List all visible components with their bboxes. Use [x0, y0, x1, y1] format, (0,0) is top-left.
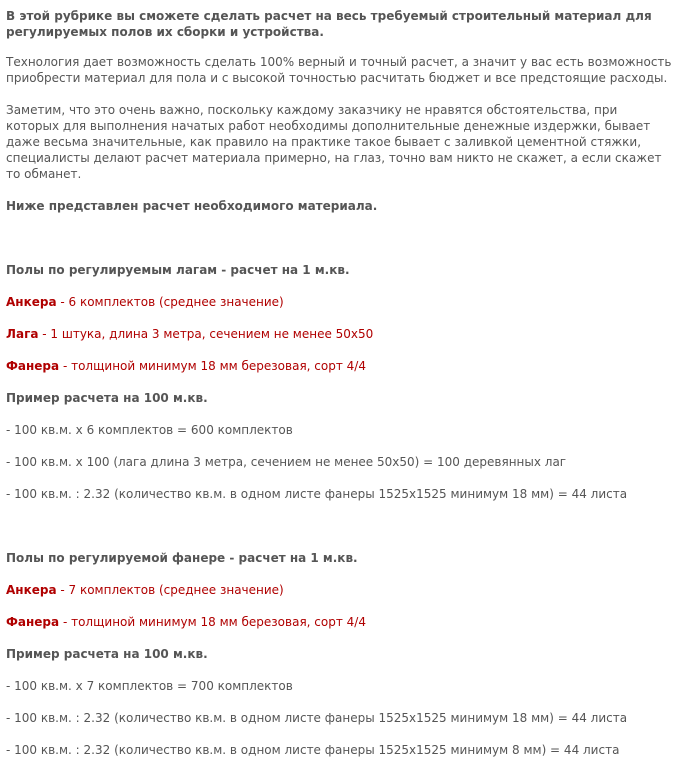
section1-example-line-1: - 100 кв.м. х 6 комплектов = 600 комплектов — [6, 423, 293, 437]
item-text: - 1 штука, длина 3 метра, сечением не менее 50х50 — [38, 327, 374, 341]
section2-item-anchors — [6, 582, 674, 598]
section1-example-title: Пример расчета на 100 м.кв. — [6, 391, 208, 405]
section2-item-plywood — [6, 614, 674, 630]
item-name: Анкера — [6, 583, 57, 597]
section2-example-title: Пример расчета на 100 м.кв. — [6, 647, 208, 661]
article-content — [6, 8, 674, 758]
item-name: Фанера — [6, 615, 60, 629]
item-name: Лага — [6, 327, 39, 341]
section2-example-line-1: - 100 кв.м. х 7 комплектов = 700 комплектов — [6, 679, 293, 693]
intro-heading: В этой рубрике вы сможете сделать расчет на весь требуемый строительный материал для регулируемых полов их сборки и устройства. — [6, 9, 652, 39]
section2-example-line-2: - 100 кв.м. : 2.32 (количество кв.м. в одном листе фанеры 1525х1525 минимум 18 мм) = 44 листа — [6, 711, 628, 725]
item-text: - 6 комплектов (среднее значение) — [56, 295, 284, 309]
item-text: - 7 комплектов (среднее значение) — [56, 583, 284, 597]
section2-example-line-3: - 100 кв.м. : 2.32 (количество кв.м. в одном листе фанеры 1525х1525 минимум 8 мм) = 44 листа — [6, 743, 620, 757]
intro-paragraph-2: Заметим, что это очень важно, поскольку каждому заказчику не нравятся обстоятельства, при которых для выполнения начатых работ необходимы дополнительные денежные издержки, бывает даже весьма значительные, как правило на практике такое бывает с заливкой цементной стяжки, специалисты делают расчет материала примерно, на глаз, точно вам никто не скажет, а если скажет то обманет. — [6, 103, 662, 181]
section1-example-line-3: - 100 кв.м. : 2.32 (количество кв.м. в одном листе фанеры 1525х1525 минимум 18 мм) = 44 листа — [6, 487, 628, 501]
item-name: Анкера — [6, 295, 57, 309]
section1-item-anchors — [6, 294, 674, 310]
section1-title: Полы по регулируемым лагам - расчет на 1 м.кв. — [6, 263, 350, 277]
section1-item-plywood — [6, 358, 674, 374]
section2-title: Полы по регулируемой фанере - расчет на 1 м.кв. — [6, 551, 358, 565]
section1-item-lag — [6, 326, 674, 342]
item-name: Фанера — [6, 359, 60, 373]
item-text: - толщиной минимум 18 мм березовая, сорт 4/4 — [59, 615, 366, 629]
intro-paragraph-1: Технология дает возможность сделать 100% верный и точный расчет, а значит у вас есть возможность приобрести материал для пола и с высокой точностью расчитать бюджет и все предстоящие расходы. — [6, 55, 672, 85]
section1-example-line-2: - 100 кв.м. х 100 (лага длина 3 метра, сечением не менее 50х50) = 100 деревянных лаг — [6, 455, 567, 469]
intro-lead: Ниже представлен расчет необходимого материала. — [6, 199, 378, 213]
item-text: - толщиной минимум 18 мм березовая, сорт 4/4 — [59, 359, 366, 373]
